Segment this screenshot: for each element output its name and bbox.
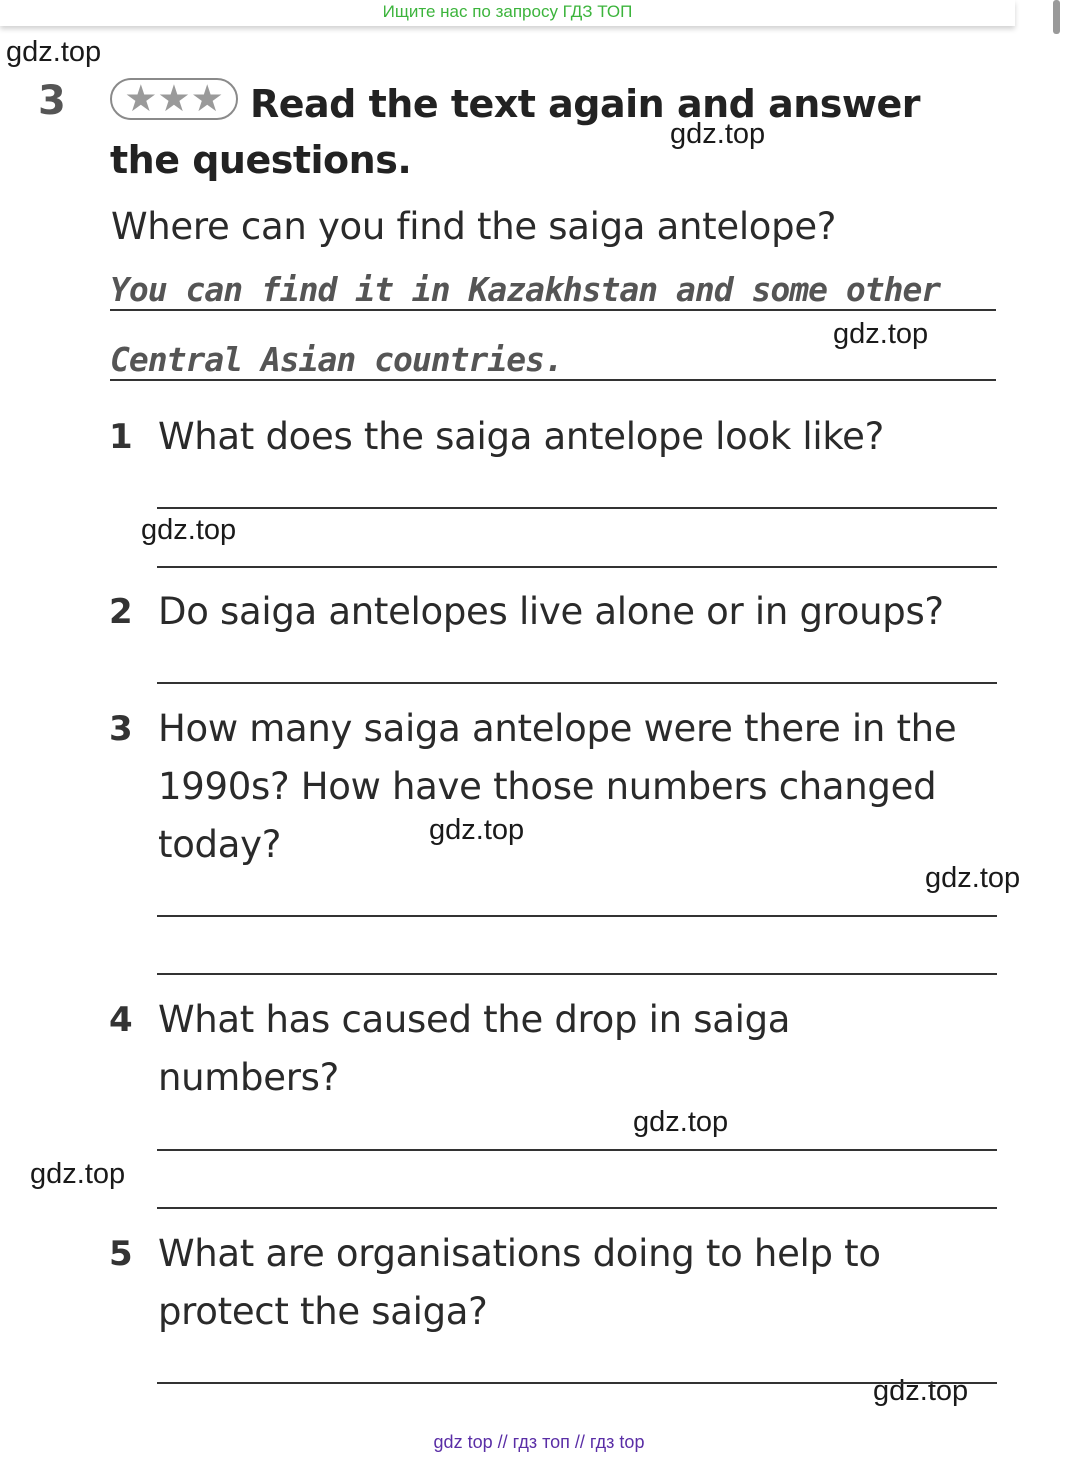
search-banner xyxy=(0,0,1015,26)
watermark: gdz.top xyxy=(633,1106,729,1138)
answer-line xyxy=(110,309,996,311)
question-number: 4 xyxy=(109,1000,133,1040)
watermark: gdz.top xyxy=(141,514,237,546)
example-question: Where can you find the saiga antelope? xyxy=(111,205,837,248)
example-answer-line-1: You can find it in Kazakhstan and some other xyxy=(110,270,941,309)
watermark: gdz.top xyxy=(925,862,1021,894)
question-text: Do saiga antelopes live alone or in groups? xyxy=(158,590,944,633)
question-number: 5 xyxy=(109,1234,133,1274)
question-number: 1 xyxy=(109,417,133,457)
watermark: gdz.top xyxy=(833,318,929,350)
answer-line[interactable] xyxy=(157,1149,997,1151)
exercise-instruction: Read the text again and answer the questions. xyxy=(110,82,921,182)
watermark: gdz.top xyxy=(670,118,766,150)
answer-line[interactable] xyxy=(157,915,997,917)
watermark: gdz.top xyxy=(30,1158,126,1190)
star-rating: ★★★ xyxy=(124,77,224,120)
scrollbar[interactable] xyxy=(1053,0,1060,34)
question-text: What are organisations doing to help to protect the saiga? xyxy=(158,1232,881,1333)
question-number: 3 xyxy=(109,709,133,749)
example-answer-line-2: Central Asian countries. xyxy=(110,340,563,379)
exercise-number: 3 xyxy=(38,78,66,124)
answer-line[interactable] xyxy=(157,973,997,975)
answer-line[interactable] xyxy=(157,507,997,509)
question-text: How many saiga antelope were there in the 1990s? How have those numbers changed today? xyxy=(158,707,957,866)
answer-line[interactable] xyxy=(157,1207,997,1209)
watermark: gdz.top xyxy=(873,1375,969,1407)
answer-line xyxy=(110,379,996,381)
question-text: What does the saiga antelope look like? xyxy=(158,415,884,458)
banner-text: Ищите нас по запросу ГДЗ ТОП xyxy=(382,2,633,21)
answer-line[interactable] xyxy=(157,682,997,684)
watermark: gdz.top xyxy=(429,814,525,846)
question-text: What has caused the drop in saiga numbers? xyxy=(158,998,791,1099)
answer-line[interactable] xyxy=(157,1382,997,1384)
answer-line[interactable] xyxy=(157,566,997,568)
question-number: 2 xyxy=(109,592,133,632)
watermark: gdz.top xyxy=(6,36,102,68)
footer-links: gdz top // гдз топ // гдз top xyxy=(433,1432,645,1452)
